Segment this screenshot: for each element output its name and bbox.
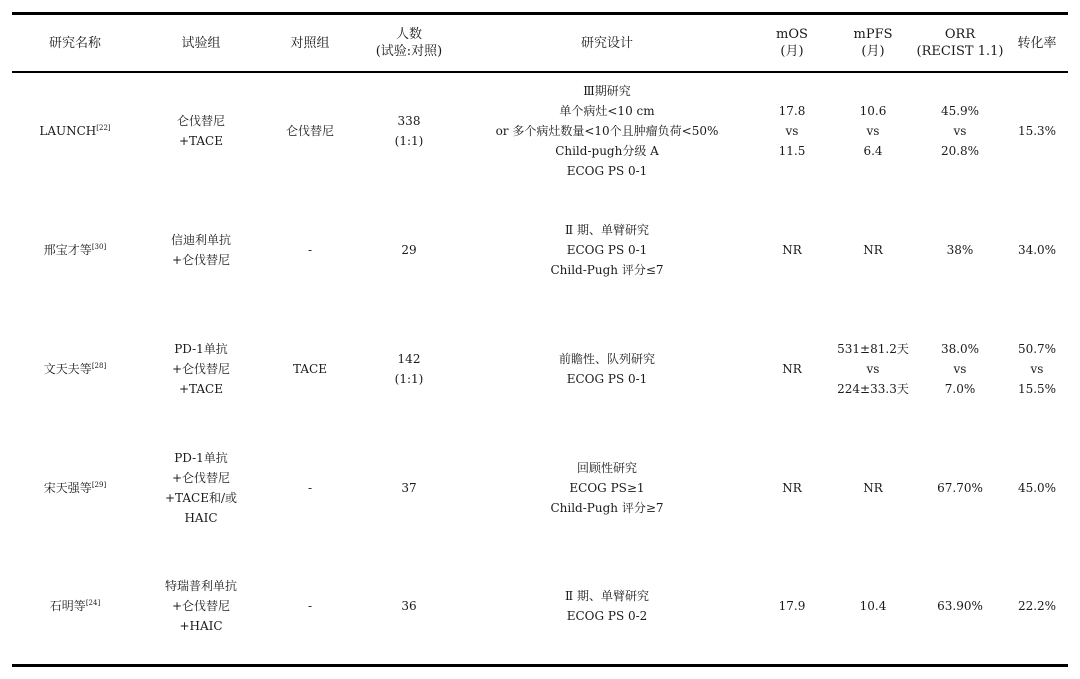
study-name: 宋天强等 <box>43 480 92 495</box>
header-row <box>12 15 1068 71</box>
treatment-line: PD-1单抗 <box>174 341 228 356</box>
treatment-line: HAIC <box>184 510 218 525</box>
header-mpfs: mPFS (月) <box>853 27 893 59</box>
design-cell <box>462 428 752 547</box>
mpfs-line: 6.4 <box>863 143 883 158</box>
conversion-cell <box>1006 547 1068 664</box>
sample-size-cell <box>356 190 462 309</box>
header-treatment-group: 试验组 <box>181 35 221 51</box>
study-name: 邢宝才等 <box>43 242 92 257</box>
control-value: - <box>307 242 313 257</box>
study-name: 石明等 <box>49 598 86 613</box>
mos-line: 17.8 <box>778 103 806 118</box>
treatment-cell <box>138 309 264 428</box>
study-name-cell <box>12 71 138 190</box>
header-study-design: 研究设计 <box>580 35 633 51</box>
design-line: 前瞻性、队列研究 <box>558 351 655 366</box>
design-line: Child-pugh分级 A <box>555 143 659 158</box>
conversion-line: 50.7% <box>1017 341 1057 356</box>
study-name: LAUNCH <box>39 123 97 138</box>
table-row <box>12 309 1068 428</box>
design-cell <box>462 309 752 428</box>
mos-cell <box>752 309 832 428</box>
treatment-line: +TACE <box>178 381 223 396</box>
mpfs-line: 224±33.3天 <box>837 381 909 396</box>
treatment-line: +仑伐替尼 <box>171 361 231 376</box>
mpfs-cell <box>832 71 914 190</box>
mos-cell <box>752 428 832 547</box>
sample-size-line: 338 <box>397 113 421 128</box>
orr-line: vs <box>953 361 967 376</box>
treatment-line: 信迪利单抗 <box>170 232 231 247</box>
sample-size-line: (1:1) <box>394 371 424 386</box>
design-line: Ⅱ 期、单臂研究 <box>565 588 649 603</box>
sample-size-cell <box>356 71 462 190</box>
table-bottom-rule <box>12 664 1068 667</box>
design-line: ECOG PS 0-2 <box>566 608 648 623</box>
treatment-line: PD-1单抗 <box>174 450 228 465</box>
mpfs-line: vs <box>866 361 880 376</box>
mos-cell <box>752 190 832 309</box>
mos-line: 11.5 <box>778 143 806 158</box>
control-value: - <box>307 480 313 495</box>
design-line: ECOG PS 0-1 <box>566 163 648 178</box>
mos-cell <box>752 71 832 190</box>
orr-line: vs <box>953 123 967 138</box>
mpfs-line: NR <box>863 480 883 495</box>
mpfs-line: 531±81.2天 <box>837 341 909 356</box>
sample-size-cell <box>356 309 462 428</box>
orr-line: 67.70% <box>937 480 983 495</box>
design-line: Child-Pugh 评分≥7 <box>550 500 664 515</box>
treatment-cell <box>138 547 264 664</box>
design-line: Child-Pugh 评分≤7 <box>550 262 664 277</box>
conversion-cell <box>1006 71 1068 190</box>
reference-marker: [24] <box>85 598 101 607</box>
orr-cell <box>914 428 1006 547</box>
design-cell <box>462 547 752 664</box>
conversion-line: 22.2% <box>1017 598 1057 613</box>
table-row <box>12 428 1068 547</box>
mpfs-line: vs <box>866 123 880 138</box>
treatment-cell <box>138 190 264 309</box>
reference-marker: [30] <box>91 242 107 251</box>
conversion-line: vs <box>1030 361 1044 376</box>
orr-line: 7.0% <box>944 381 976 396</box>
header-study-name: 研究名称 <box>48 35 101 51</box>
study-name-cell <box>12 309 138 428</box>
study-name-cell <box>12 190 138 309</box>
orr-cell <box>914 309 1006 428</box>
conversion-cell <box>1006 428 1068 547</box>
mpfs-line: 10.6 <box>859 103 887 118</box>
treatment-line: +仑伐替尼 <box>171 252 231 267</box>
conversion-line: 15.3% <box>1017 123 1057 138</box>
design-line: ECOG PS 0-1 <box>566 242 648 257</box>
header-conversion-rate: 转化率 <box>1017 35 1057 51</box>
table-row <box>12 71 1068 190</box>
conversion-cell <box>1006 309 1068 428</box>
design-line: Ⅱ 期、单臂研究 <box>565 222 649 237</box>
control-cell <box>264 428 356 547</box>
sample-size-cell <box>356 428 462 547</box>
control-cell <box>264 71 356 190</box>
conversion-cell <box>1006 190 1068 309</box>
mos-line: NR <box>782 361 802 376</box>
control-value: 仑伐替尼 <box>285 123 334 138</box>
mos-cell <box>752 547 832 664</box>
mpfs-cell <box>832 428 914 547</box>
header-sample-size: 人数 (试验:对照) <box>375 27 443 59</box>
control-cell <box>264 190 356 309</box>
study-comparison-table <box>12 15 1068 664</box>
design-cell <box>462 190 752 309</box>
treatment-line: +HAIC <box>179 618 223 633</box>
conversion-line: 45.0% <box>1017 480 1057 495</box>
design-line: ECOG PS≥1 <box>569 480 645 495</box>
mpfs-cell <box>832 309 914 428</box>
mpfs-line: 10.4 <box>859 598 887 613</box>
sample-size-line: 36 <box>401 598 417 613</box>
treatment-cell <box>138 428 264 547</box>
conversion-line: 15.5% <box>1017 381 1057 396</box>
mpfs-cell <box>832 547 914 664</box>
treatment-line: +仑伐替尼 <box>171 598 231 613</box>
orr-line: 45.9% <box>940 103 980 118</box>
control-value: TACE <box>293 361 327 376</box>
treatment-line: 仑伐替尼 <box>176 113 225 128</box>
mos-line: 17.9 <box>778 598 806 613</box>
orr-line: 38% <box>946 242 974 257</box>
study-name: 文天夫等 <box>43 361 92 376</box>
orr-cell <box>914 190 1006 309</box>
mos-line: NR <box>782 242 802 257</box>
mos-line: NR <box>782 480 802 495</box>
treatment-line: +仑伐替尼 <box>171 470 231 485</box>
treatment-line: +TACE <box>178 133 223 148</box>
sample-size-line: 37 <box>401 480 417 495</box>
control-cell <box>264 309 356 428</box>
design-cell <box>462 71 752 190</box>
study-name-cell <box>12 547 138 664</box>
mpfs-cell <box>832 190 914 309</box>
treatment-line: 特瑞普利单抗 <box>164 578 237 593</box>
treatment-line: +TACE和/或 <box>164 490 238 505</box>
sample-size-line: (1:1) <box>394 133 424 148</box>
header-control-group: 对照组 <box>290 35 330 51</box>
orr-line: 38.0% <box>940 341 980 356</box>
control-value: - <box>307 598 313 613</box>
table-row <box>12 547 1068 664</box>
sample-size-cell <box>356 547 462 664</box>
orr-line: 20.8% <box>940 143 980 158</box>
header-orr: ORR (RECIST 1.1) <box>916 27 1004 59</box>
design-line: 回顾性研究 <box>576 460 637 475</box>
design-line: ECOG PS 0-1 <box>566 371 648 386</box>
design-line: Ⅲ期研究 <box>583 83 631 98</box>
mos-line: vs <box>785 123 799 138</box>
design-line: or 多个病灶数量<10个且肿瘤负荷<50% <box>495 123 719 138</box>
conversion-line: 34.0% <box>1017 242 1057 257</box>
sample-size-line: 142 <box>397 351 421 366</box>
study-name-cell <box>12 428 138 547</box>
design-line: 单个病灶<10 cm <box>559 103 655 118</box>
reference-marker: [22] <box>96 123 111 132</box>
sample-size-line: 29 <box>401 242 417 257</box>
orr-cell <box>914 547 1006 664</box>
orr-cell <box>914 71 1006 190</box>
orr-line: 63.90% <box>937 598 983 613</box>
reference-marker: [28] <box>91 361 107 370</box>
header-mos: mOS (月) <box>776 27 808 59</box>
table-row <box>12 190 1068 309</box>
control-cell <box>264 547 356 664</box>
treatment-cell <box>138 71 264 190</box>
mpfs-line: NR <box>863 242 883 257</box>
reference-marker: [29] <box>91 480 107 489</box>
